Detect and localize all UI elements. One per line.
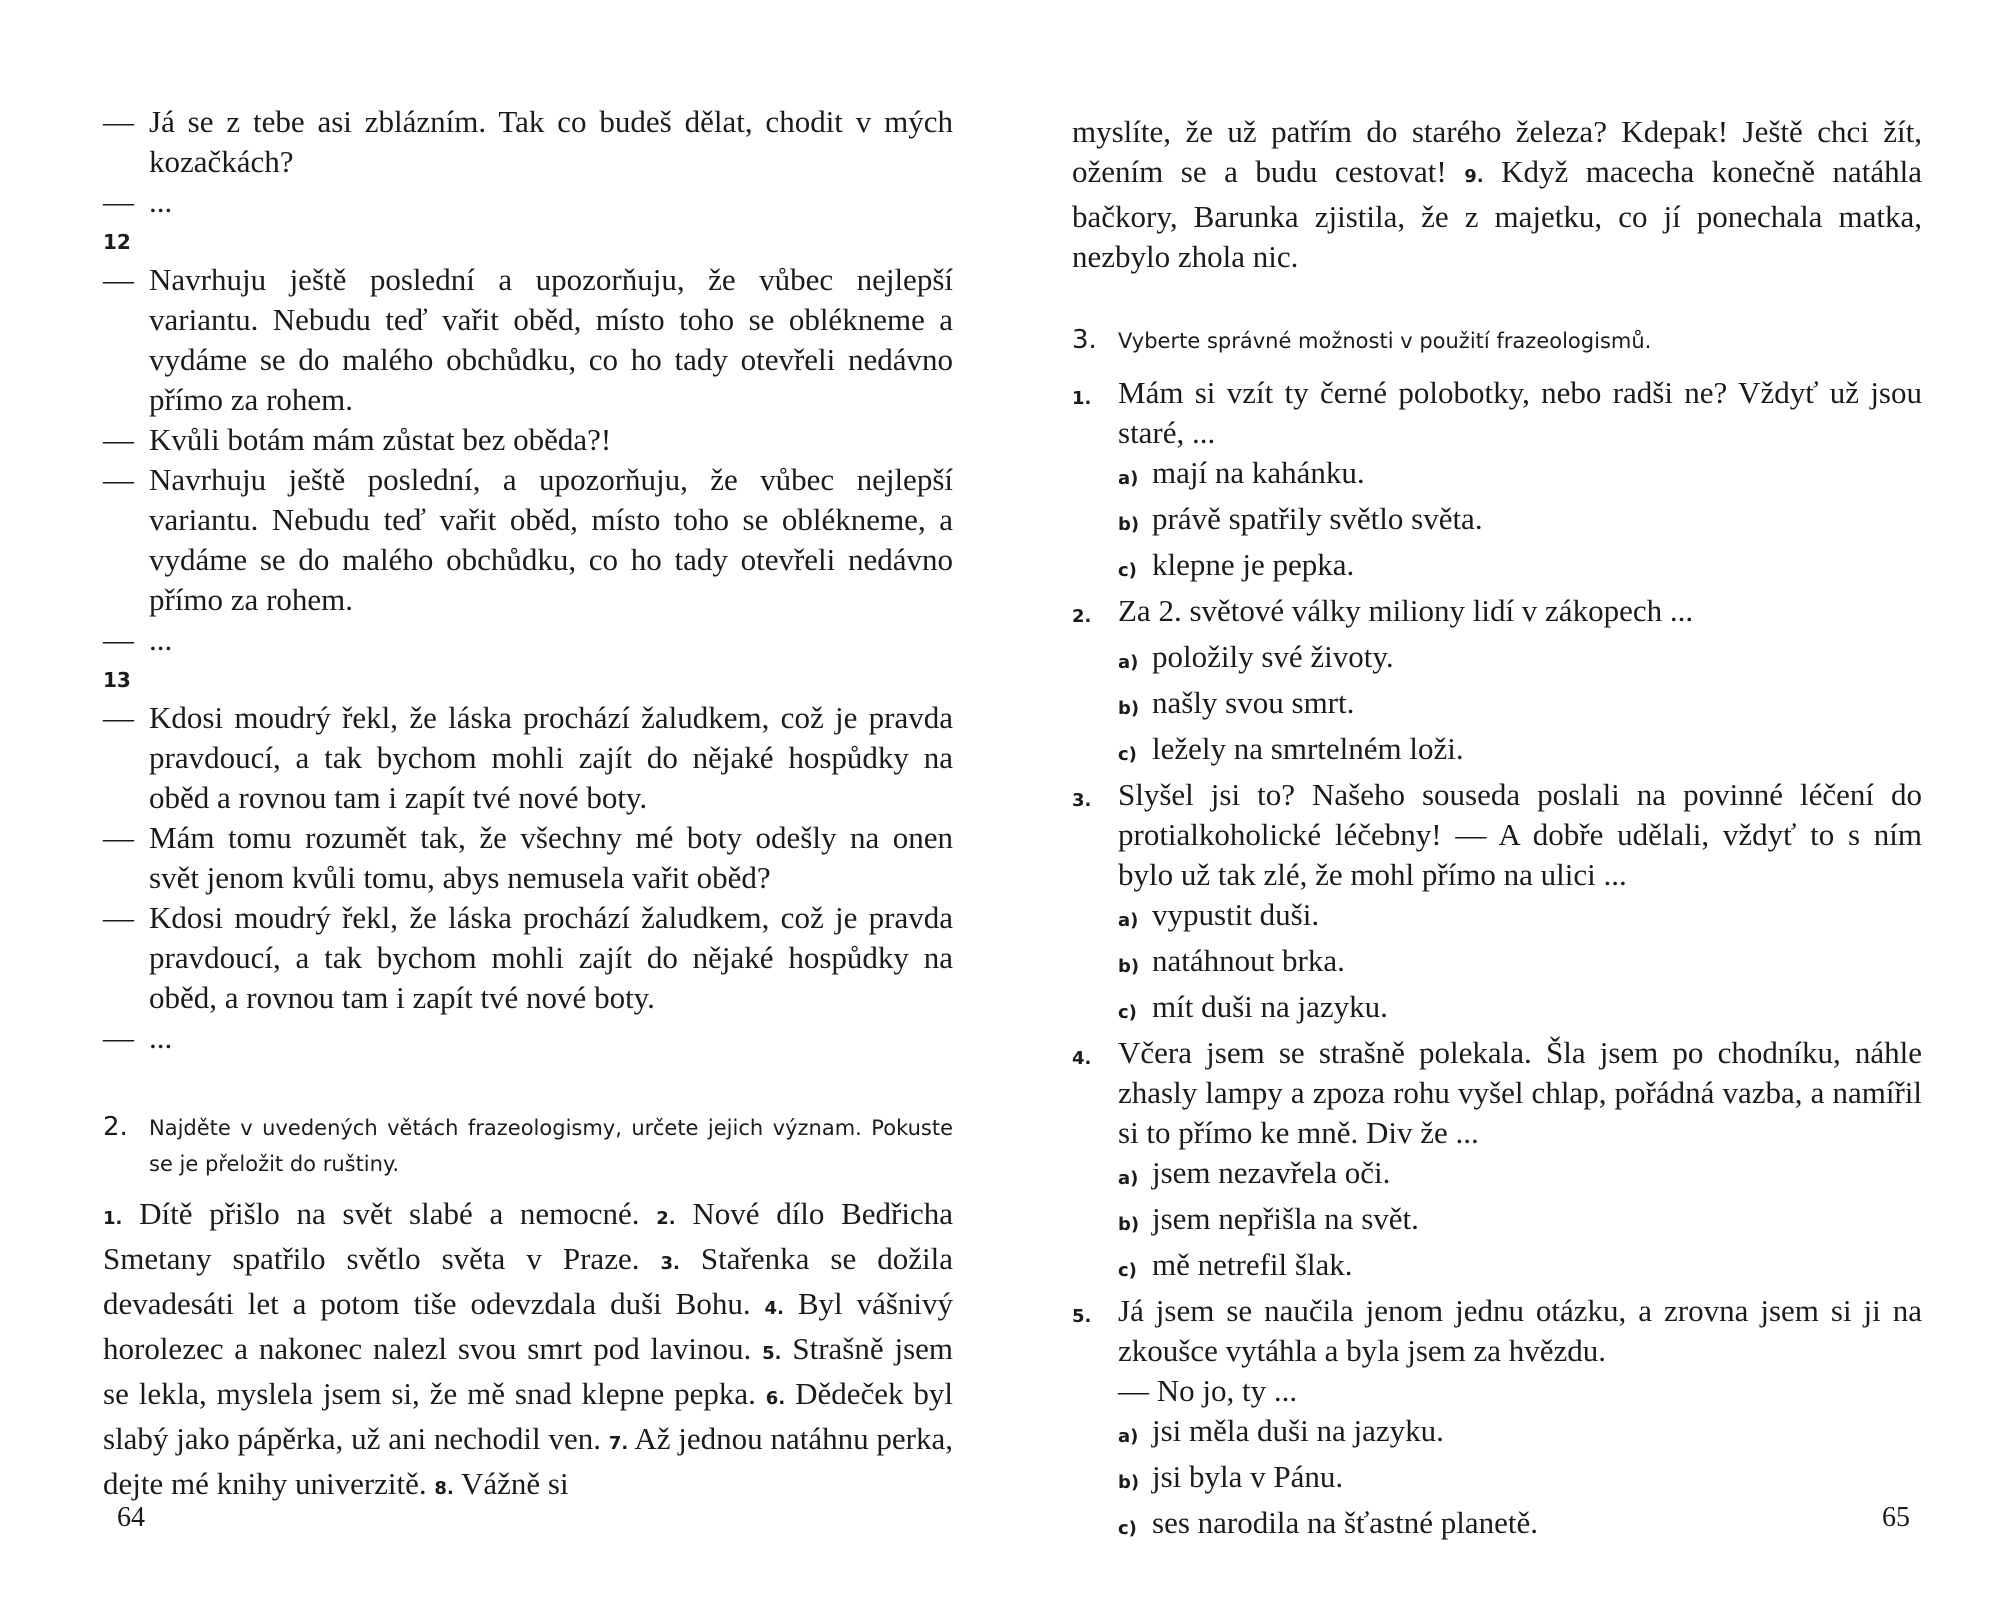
option-a[interactable] bbox=[1118, 1411, 1922, 1457]
scene-label-12: 12 bbox=[103, 230, 131, 254]
question-1-options bbox=[1072, 453, 1922, 591]
dialog-line bbox=[103, 102, 953, 182]
sentence-text: Vážně si bbox=[461, 1466, 569, 1501]
dialog-dash: — bbox=[103, 104, 134, 139]
dialog-dash: — bbox=[103, 184, 134, 219]
question-3 bbox=[1072, 775, 1922, 895]
option-c[interactable] bbox=[1118, 545, 1922, 591]
option-text: mají na kahánku. bbox=[1152, 455, 1365, 490]
sentence-number: 1. bbox=[103, 1208, 123, 1229]
exercise-instruction: Vyberte správné možnosti v použití frazeologismů. bbox=[1118, 329, 1652, 353]
sentence-text: Dědeček byl slabý jako pápěrka, už ani nechodil ven. bbox=[103, 1376, 954, 1456]
sentence-number: 5. bbox=[762, 1343, 782, 1364]
option-c[interactable] bbox=[1118, 729, 1922, 775]
option-text: ses narodila na šťastné planetě. bbox=[1152, 1505, 1538, 1540]
option-text: vypustit duši. bbox=[1152, 897, 1320, 932]
option-letter: c) bbox=[1118, 1518, 1137, 1539]
option-letter: a) bbox=[1118, 468, 1139, 489]
question-5-options bbox=[1072, 1411, 1922, 1549]
sentence-number: 6. bbox=[765, 1388, 786, 1409]
option-b[interactable] bbox=[1118, 1457, 1922, 1503]
dialog-line bbox=[103, 260, 953, 420]
sentence-text: Byl vášnivý horolezec a nakonec nalezl svou smrt pod lavinou. bbox=[103, 1286, 954, 1366]
dialog-text: Kdosi moudrý řekl, že láska prochází žaludkem, což je pravda pravdoucí, a tak bychom mohli zajít do nějaké hospůdky na oběd a rovnou tam i zapít tvé nové boty. bbox=[149, 700, 953, 815]
question-text: Já jsem se naučila jenom jednu otázku, a zrovna jsem si ji na zkoušce vytáhla a byla jsem za hvězdu. bbox=[1118, 1293, 1922, 1368]
option-text: našly svou smrt. bbox=[1152, 685, 1355, 720]
exercise-2-sentences bbox=[103, 1194, 953, 1509]
dialog-line bbox=[103, 420, 953, 460]
option-letter: a) bbox=[1118, 1426, 1139, 1447]
question-number: 3. bbox=[1072, 790, 1092, 811]
right-page bbox=[1072, 0, 1922, 1624]
option-a[interactable] bbox=[1118, 453, 1922, 499]
sentence-text: myslíte, že už patřím do starého železa? Kdepak! Ještě chci žít, ožením se a budu cestovat! bbox=[1072, 114, 1922, 189]
question-text: Včera jsem se strašně polekala. Šla jsem po chodníku, náhle zhasly lampy a zpoza rohu vyšel chlap, pořádná vazba, a namířil si to přímo ke mně. Div že ... bbox=[1118, 1035, 1922, 1150]
sentence-text: Když macecha konečně natáhla bačkory, Barunka zjistila, že z majetku, co jí ponechala matka, nezbylo zhola nic. bbox=[1072, 154, 1923, 274]
dialog-text: ... bbox=[149, 1020, 173, 1055]
sentence-number: 3. bbox=[660, 1253, 680, 1274]
option-letter: c) bbox=[1118, 744, 1137, 765]
option-c[interactable] bbox=[1118, 987, 1922, 1033]
dialog-line bbox=[103, 182, 953, 222]
sentence-number: 8. bbox=[434, 1478, 454, 1499]
sentence-number: 9. bbox=[1464, 166, 1484, 187]
question-number: 1. bbox=[1072, 388, 1092, 409]
option-b[interactable] bbox=[1118, 683, 1922, 729]
option-letter: c) bbox=[1118, 1002, 1137, 1023]
exercise-number: 3. bbox=[1072, 325, 1097, 355]
option-letter: b) bbox=[1118, 956, 1140, 977]
option-letter: a) bbox=[1118, 1168, 1139, 1189]
dialog-dash: — bbox=[103, 622, 134, 657]
question-4-options bbox=[1072, 1153, 1922, 1291]
question-number: 4. bbox=[1072, 1048, 1092, 1069]
option-letter: c) bbox=[1118, 1260, 1137, 1281]
question-text: Slyšel jsi to? Našeho souseda poslali na povinné léčení do protialkoholické léčebny! — A dobře udělali, vždyť to s ním bylo už tak zlé, že mohl přímo na ulici ... bbox=[1118, 777, 1922, 892]
sentence-text: Stařenka se dožila devadesáti let a potom tiše odevzdala duši Bohu. bbox=[103, 1241, 953, 1321]
option-text: položily své životy. bbox=[1152, 639, 1394, 674]
dialog-text: ... bbox=[149, 622, 173, 657]
option-c[interactable] bbox=[1118, 1245, 1922, 1291]
dialog-dash: — bbox=[103, 900, 134, 935]
exercise-instruction: Najděte v uvedených větách frazeologismy, určete jejich význam. Pokuste se je přeložit do ruštiny. bbox=[149, 1116, 953, 1176]
question-number: 5. bbox=[1072, 1306, 1092, 1327]
question-text: Za 2. světové války miliony lidí v zákopech ... bbox=[1118, 593, 1694, 628]
option-b[interactable] bbox=[1118, 499, 1922, 545]
dialog-dash: — bbox=[103, 1020, 134, 1055]
sentence-text: Dítě přišlo na svět slabé a nemocné. bbox=[139, 1196, 640, 1231]
dialog-text: Kvůli botám mám zůstat bez oběda?! bbox=[149, 422, 612, 457]
question-3-options bbox=[1072, 895, 1922, 1033]
option-letter: c) bbox=[1118, 560, 1137, 581]
option-text: právě spatřily světlo světa. bbox=[1152, 501, 1483, 536]
option-letter: b) bbox=[1118, 1214, 1140, 1235]
option-text: natáhnout brka. bbox=[1152, 943, 1345, 978]
dialog-dash: — bbox=[103, 262, 134, 297]
option-a[interactable] bbox=[1118, 637, 1922, 683]
dialog-dash: — bbox=[103, 700, 134, 735]
scene-label-13: 13 bbox=[103, 668, 131, 692]
question-5 bbox=[1072, 1291, 1922, 1371]
dialog-text: Mám tomu rozumět tak, že všechny mé boty odešly na onen svět jenom kvůli tomu, abys nemusela vařit oběd? bbox=[149, 820, 953, 895]
question-2 bbox=[1072, 591, 1922, 637]
option-text: mít duši na jazyku. bbox=[1152, 989, 1388, 1024]
dialog-text: Navrhuju ještě poslední, a upozorňuju, že vůbec nejlepší variantu. Nebudu teď vařit oběd, místo toho se oblékneme, a vydáme se do malého obchůdku, co ho tady otevřeli nedávno přímo za rohem. bbox=[149, 462, 953, 617]
left-page bbox=[103, 0, 953, 1624]
dialog-line bbox=[103, 698, 953, 818]
question-5-speech: — No jo, ty ... bbox=[1118, 1373, 1298, 1408]
dialog-text: ... bbox=[149, 184, 173, 219]
dialog-line bbox=[103, 1018, 953, 1058]
option-text: klepne je pepka. bbox=[1152, 547, 1355, 582]
page-number-right: 65 bbox=[1882, 1502, 1910, 1533]
sentence-number: 2. bbox=[656, 1208, 676, 1229]
question-number: 2. bbox=[1072, 606, 1092, 627]
dialog-line bbox=[103, 620, 953, 660]
option-text: jsi měla duši na jazyku. bbox=[1152, 1413, 1444, 1448]
option-letter: a) bbox=[1118, 652, 1139, 673]
option-text: jsem nepřišla na svět. bbox=[1152, 1201, 1419, 1236]
question-2-options bbox=[1072, 637, 1922, 775]
option-text: mě netrefil šlak. bbox=[1152, 1247, 1353, 1282]
left-column bbox=[103, 102, 953, 1509]
dialog-line bbox=[103, 460, 953, 620]
option-b[interactable] bbox=[1118, 1199, 1922, 1245]
dialog-text: Já se z tebe asi zblázním. Tak co budeš dělat, chodit v mých kozačkách? bbox=[149, 104, 953, 179]
option-text: jsi byla v Pánu. bbox=[1152, 1459, 1344, 1494]
option-b[interactable] bbox=[1118, 941, 1922, 987]
option-text: jsem nezavřela oči. bbox=[1152, 1155, 1391, 1190]
option-a[interactable] bbox=[1118, 1153, 1922, 1199]
dialog-dash: — bbox=[103, 422, 134, 457]
question-text: Mám si vzít ty černé polobotky, nebo radši ne? Vždyť už jsou staré, ... bbox=[1118, 375, 1922, 450]
option-text: ležely na smrtelném loži. bbox=[1152, 731, 1464, 766]
dialog-line bbox=[103, 818, 953, 898]
sentence-number: 4. bbox=[764, 1298, 784, 1319]
page-number-left: 64 bbox=[117, 1502, 145, 1533]
option-letter: a) bbox=[1118, 910, 1139, 931]
sentence-text: Strašně jsem se lekla, myslela jsem si, že mě snad klepne pepka. bbox=[103, 1331, 954, 1411]
option-letter: b) bbox=[1118, 698, 1140, 719]
exercise-2-heading bbox=[103, 1110, 953, 1182]
dialog-dash: — bbox=[103, 462, 134, 497]
option-letter: b) bbox=[1118, 514, 1140, 535]
exercise-number: 2. bbox=[103, 1112, 128, 1142]
option-c[interactable] bbox=[1118, 1503, 1922, 1549]
dialog-dash: — bbox=[103, 820, 134, 855]
dialog-text: Kdosi moudrý řekl, že láska prochází žaludkem, což je pravda pravdoucí, a tak bychom mohli zajít do nějaké hospůdky na oběd, a rovnou tam i zapít tvé nové boty. bbox=[149, 900, 953, 1015]
exercise-3-heading bbox=[1072, 323, 1922, 359]
sentence-number: 7. bbox=[608, 1433, 629, 1454]
sentence-text: Nové dílo Bedřicha Smetany spatřilo světlo světa v Praze. bbox=[103, 1196, 954, 1276]
question-4 bbox=[1072, 1033, 1922, 1153]
sentence-text: Až jednou natáhnu perka, dejte mé knihy univerzitě. bbox=[103, 1421, 954, 1501]
right-column bbox=[1072, 112, 1922, 1549]
dialog-text: Navrhuju ještě poslední a upozorňuju, že vůbec nejlepší variantu. Nebudu teď vařit oběd, místo toho se oblékneme a vydáme se do malého obchůdku, co ho tady otevřeli nedávno přímo za rohem. bbox=[149, 262, 953, 417]
option-letter: b) bbox=[1118, 1472, 1140, 1493]
dialog-line bbox=[103, 898, 953, 1018]
exercise-2-continuation bbox=[1072, 112, 1922, 277]
option-a[interactable] bbox=[1118, 895, 1922, 941]
question-1 bbox=[1072, 373, 1922, 453]
